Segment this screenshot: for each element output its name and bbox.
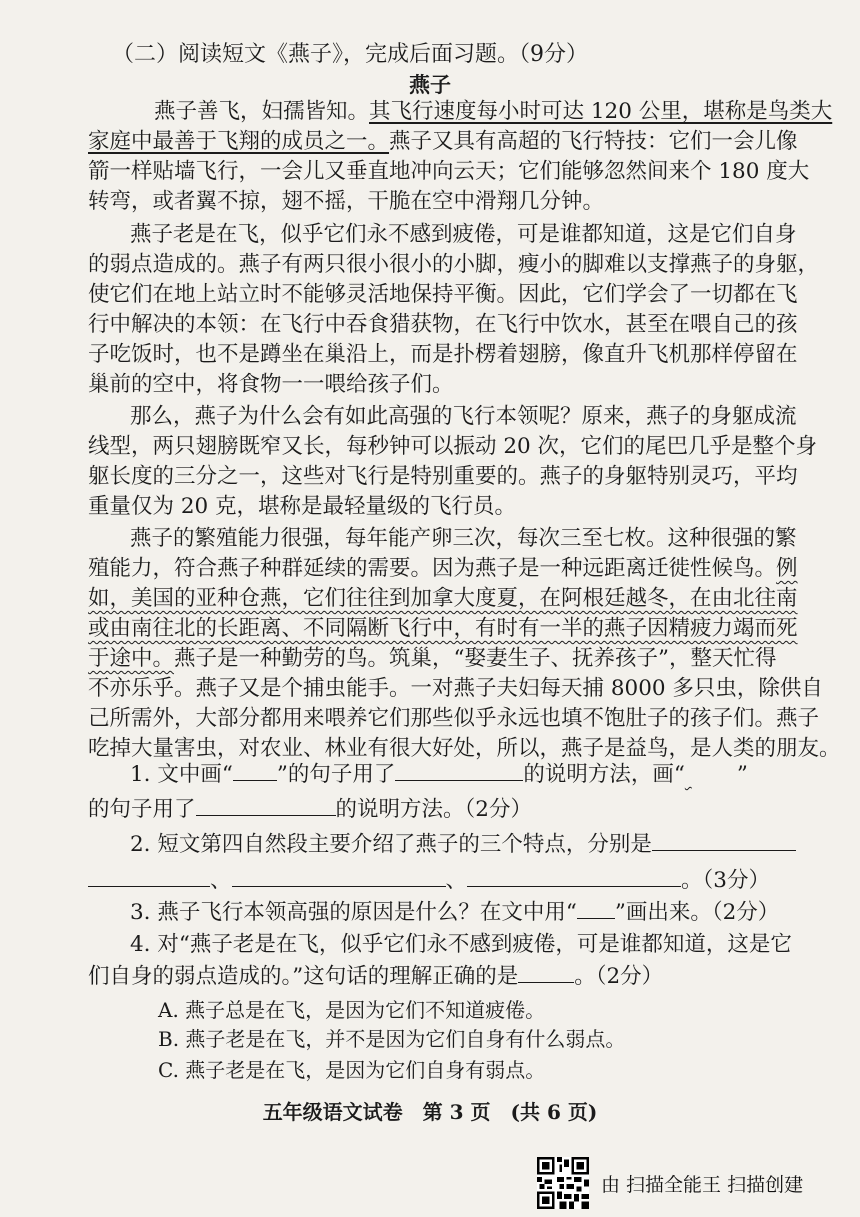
question-4-line-1: 4. 对“燕子老是在飞，似乎它们永不感到疲倦，可是谁都知道，这是它 (130, 932, 792, 957)
paragraph-2-line-5: 子吃饭时，也不是蹲坐在巢沿上，而是扑楞着翅膀，像直升飞机那样停留在 (88, 342, 798, 367)
answer-blank-2b[interactable] (88, 866, 210, 887)
page-footer: 五年级语文试卷 第 3 页 (共 6 页) (262, 1100, 598, 1124)
paragraph-2-line-2: 的弱点造成的。燕子有两只很小很小的小脚，瘦小的脚难以支撑燕子的身躯， (88, 252, 820, 277)
option-b: B. 燕子老是在飞，并不是因为它们自身有什么弱点。 (158, 1027, 626, 1051)
paragraph-4-line-3: 如，美国的亚种仓燕，它们往往到加拿大度夏，在阿根廷越冬，在由北往南 (88, 586, 798, 611)
underlined-sentence-end: 家庭中最善于飞翔的成员之一。 (88, 129, 390, 154)
answer-blank-1a[interactable] (395, 760, 523, 781)
answer-blank-2d[interactable] (467, 866, 681, 887)
paragraph-4-line-7: 己所需外，大部分都用来喂养它们那些似乎永远也填不饱肚子的孩子们。燕子 (88, 706, 820, 731)
question-2-line-1: 2. 短文第四自然段主要介绍了燕子的三个特点，分别是 (130, 830, 830, 860)
paragraph-4-line-8: 吃掉大量害虫，对农业、林业有很大好处，所以，燕子是益鸟，是人类的朋友。 (88, 736, 841, 761)
answer-blank-2a[interactable] (652, 830, 796, 851)
wavy-line-sample (685, 760, 737, 790)
paragraph-3-line-2: 线型，两只翅膀既窄又长，每秒钟可以振动 20 次，它们的尾巴几乎是整个身 (88, 434, 818, 459)
article-title: 燕子 (409, 72, 451, 97)
section-heading: （二）阅读短文《燕子》，完成后面习题。（9分） (112, 42, 588, 67)
paragraph-4-line-2: 殖能力，符合燕子种群延续的需要。因为燕子是一种远距离迁徙性候鸟。例 (88, 556, 798, 581)
answer-blank-4[interactable] (518, 962, 574, 983)
paragraph-2-line-1: 燕子老是在飞，似乎它们永不感到疲倦，可是谁都知道，这是它们自身 (130, 222, 797, 247)
paragraph-4-line-4: 或由南往北的长距离、不同隔断飞行中，有时有一半的燕子因精疲力竭而死 (88, 616, 798, 641)
option-a: A. 燕子总是在飞，是因为它们不知道疲倦。 (158, 998, 546, 1022)
scanner-watermark-visible (537, 1156, 803, 1210)
paragraph-1-line-3: 箭一样贴墙飞行，一会儿又垂直地冲向云天；它们能够忽然间来个 180 度大 (88, 159, 810, 184)
paragraph-3-line-3: 躯长度的三分之一，这些对飞行是特别重要的。燕子的身躯特别灵巧，平均 (88, 464, 798, 489)
underlined-sentence: 其飞行速度每小时可达 120 公里，堪称是鸟类大 (369, 99, 833, 124)
straight-line-sample-2 (577, 898, 615, 919)
paragraph-4-line-1: 燕子的繁殖能力很强，每年能产卵三次，每次三至七枚。这种很强的繁 (130, 526, 797, 551)
question-1-line-1: 1. 文中画“ ”的句子用了 的说明方法，画“ ” (130, 760, 830, 790)
paragraph-2-line-4: 行中解决的本领：在飞行中吞食猎获物，在飞行中饮水，甚至在喂自己的孩 (88, 312, 798, 337)
paragraph-1-line-4: 转弯，或者翼不掠，翅不摇，干脆在空中滑翔几分钟。 (88, 189, 605, 214)
answer-blank-1b[interactable] (196, 795, 336, 816)
question-1-line-2: 的句子用了 的说明方法。（2分） (88, 797, 532, 822)
wavy-underlined-sentence: 例 (776, 556, 798, 581)
answer-blank-2c[interactable] (232, 866, 446, 887)
watermark-text: 由 扫描全能王 扫描创建 (601, 1173, 804, 1196)
option-c: C. 燕子老是在飞，是因为它们自身有弱点。 (158, 1058, 546, 1082)
paragraph-1-line-1: 燕子善飞，妇孺皆知。其飞行速度每小时可达 120 公里，堪称是鸟类大 (154, 99, 833, 124)
paragraph-3-line-1: 那么，燕子为什么会有如此高强的飞行本领呢？原来，燕子的身躯成流 (130, 404, 797, 429)
question-4-line-2: 们自身的弱点造成的。”这句话的理解正确的是 。（2分） (88, 964, 664, 989)
paragraph-4-line-5: 于途中。燕子是一种勤劳的鸟。筑巢，“娶妻生子、抚养孩子”，整天忙得 (88, 646, 777, 671)
paragraph-1-line-2: 家庭中最善于飞翔的成员之一。燕子又具有高超的飞行特技：它们一会儿像 (88, 129, 798, 154)
question-2-line-2: 、 、 。（3分） (88, 866, 788, 896)
paragraph-3-line-4: 重量仅为 20 克，堪称是最轻量级的飞行员。 (88, 494, 517, 519)
straight-line-sample (233, 760, 277, 781)
question-3: 3. 燕子飞行本领高强的原因是什么？在文中用“ ”画出来。（2分） (130, 900, 780, 925)
paragraph-2-line-6: 巢前的空中，将食物一一喂给孩子们。 (88, 372, 454, 397)
paragraph-4-line-6: 不亦乐乎。燕子又是个捕虫能手。一对燕子夫妇每天捕 8000 多只虫，除供自 (88, 676, 823, 701)
qr-code-icon (537, 1157, 589, 1209)
paragraph-2-line-3: 使它们在地上站立时不能够灵活地保持平衡。因此，它们学会了一切都在飞 (88, 282, 798, 307)
